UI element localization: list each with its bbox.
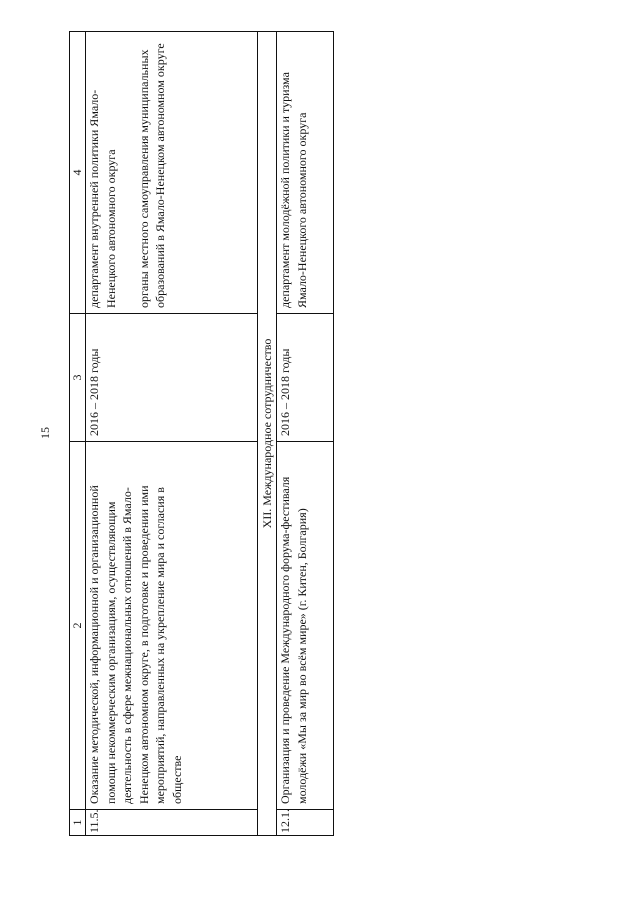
period-cell: 2016 – 2018 годы bbox=[86, 314, 258, 442]
measures-table bbox=[69, 31, 334, 836]
executor-cell bbox=[86, 32, 258, 314]
executor-text: департамент внутренней политики Ямало-Ненецкого автономного округа bbox=[87, 89, 118, 308]
header-col-2: 2 bbox=[70, 442, 86, 810]
header-col-4: 4 bbox=[70, 32, 86, 314]
executor-cell: департамент молодёжной политики и туризма Ямало-Ненецкого автономного округа bbox=[277, 32, 334, 314]
header-col-1: 1 bbox=[70, 810, 86, 836]
activity-cell: Оказание методической, информационной и организационной помощи некоммерческим организациям, осуществляющим деятельность в сфере межнациональных отношений в Ямало-Ненецком автономном округе, в подготовке и проведении ими мероприятий, направленных на укрепление мира и согласия в обществе bbox=[86, 442, 258, 810]
table-row bbox=[277, 32, 334, 836]
landscape-table-wrapper bbox=[69, 32, 333, 836]
row-number: 11.5. bbox=[86, 810, 258, 836]
header-col-3: 3 bbox=[70, 314, 86, 442]
section-title: XII. Международное сотрудничество bbox=[258, 32, 277, 836]
activity-cell: Организация и проведение Международного форума-фестиваля молодёжи «Мы за мир во всём мире» (г. Китен, Болгария) bbox=[277, 442, 334, 810]
table-row bbox=[86, 32, 258, 836]
executor-gap bbox=[119, 37, 136, 308]
rotated-table-area bbox=[69, 32, 333, 836]
page-number: 15 bbox=[38, 427, 52, 439]
executor-text: органы местного самоуправления муниципальных образований в Ямало-Ненецком автономном округе bbox=[136, 43, 167, 308]
period-cell: 2016 – 2018 годы bbox=[277, 314, 334, 442]
header-row bbox=[70, 32, 86, 836]
row-number: 12.1. bbox=[277, 810, 334, 836]
section-row bbox=[258, 32, 277, 836]
